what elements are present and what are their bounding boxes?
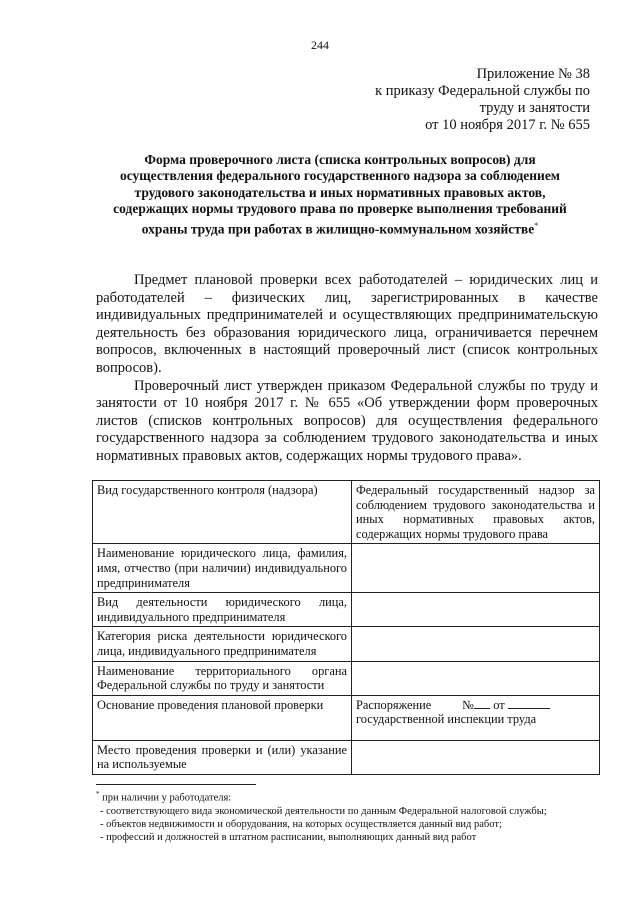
table-cell-value (352, 627, 600, 661)
footnote-divider (96, 784, 256, 785)
table-cell-value (352, 661, 600, 695)
table-cell-value (352, 544, 600, 593)
footnote-intro-text: при наличии у работодателя: (102, 792, 232, 804)
appendix-line-1: Приложение № 38 (476, 66, 590, 82)
appendix-line-4: от 10 ноября 2017 г. № 655 (425, 117, 590, 133)
page-number: 244 (311, 38, 329, 52)
table-cell-label: Место проведения проверки и (или) указание на используемые (93, 740, 352, 774)
appendix-line-3: труду и занятости (479, 100, 590, 116)
table-row (93, 627, 600, 661)
table-cell-label: Вид деятельности юридического лица, индивидуального предпринимателя (93, 593, 352, 627)
order-number-label: № (462, 697, 475, 712)
order-date-label: от (493, 697, 505, 712)
table-row (93, 661, 600, 695)
order-label: Распоряжение (356, 697, 432, 712)
table-row (93, 544, 600, 593)
order-date-line (508, 698, 550, 709)
appendix-header (330, 66, 590, 134)
table-row (93, 740, 600, 774)
body-text (96, 272, 598, 466)
table-row (93, 481, 600, 544)
footnote-item: - соответствующего вида экономической деятельности по данным Федеральной налоговой службы; (100, 805, 547, 817)
table-cell-label: Наименование территориального органа Федеральной службы по труду и занятости (93, 661, 352, 695)
footnote-item: - объектов недвижимости и оборудования, на которых осуществляется данный вид работ; (100, 818, 502, 830)
table-row (93, 593, 600, 627)
table-cell-value (352, 740, 600, 774)
footnotes (96, 788, 596, 844)
order-number-line (474, 698, 490, 709)
title-footnote-mark: * (534, 220, 539, 230)
order-issuer: государственной инспекции труда (356, 712, 537, 727)
table-cell-label: Вид государственного контроля (надзора) (93, 481, 352, 544)
table-cell-value (352, 593, 600, 627)
document-title (110, 152, 570, 238)
table-row (93, 695, 600, 740)
table-cell-value: Федеральный государственный надзор за соблюдением трудового законодательства и иных нормативных правовых актов, содержащих нормы трудового права (352, 481, 600, 544)
paragraph-approval: Проверочный лист утвержден приказом Федеральной службы по труду и занятости от 10 ноября 2017 г. № 655 «Об утверждении форм проверочных листов (списков контрольных вопросов) для осуществления федерального государственного надзора за соблюдением трудового законодательства и иных нормативных правовых актов, содержащих нормы трудового права». (96, 377, 598, 464)
footnote-item: - профессий и должностей в штатном расписании, выполняющих данный вид работ (100, 831, 477, 843)
appendix-line-2: к приказу Федеральной службы по (375, 83, 590, 99)
footnote-intro (96, 788, 596, 805)
table-cell-label: Основание проведения плановой проверки (93, 695, 352, 740)
checklist-info-table (92, 480, 600, 775)
table-cell-value (352, 695, 600, 740)
paragraph-inspection-subject: Предмет плановой проверки всех работодателей – юридических лиц и работодателей – физических лиц, зарегистрированных в качестве индивидуальных предпринимателей и осуществляющих предпринимательскую деятельность без образования юридического лица, ограничивается перечнем вопросов, включенных в настоящий проверочный лист (список контрольных вопросов). (96, 272, 598, 376)
document-title-text: Форма проверочного листа (списка контрольных вопросов) для осуществления федерального государственного надзора за соблюдением трудового законодательства и иных нормативных правовых актов, содержащих нормы трудового права по проверке выполнения требований охраны труда при работах в жилищно-коммунальном хозяйстве (113, 152, 567, 237)
table-cell-label: Наименование юридического лица, фамилия, имя, отчество (при наличии) индивидуального предпринимателя (93, 544, 352, 593)
table-cell-label: Категория риска деятельности юридического лица, индивидуального предпринимателя (93, 627, 352, 661)
footnote-mark: * (96, 790, 100, 798)
